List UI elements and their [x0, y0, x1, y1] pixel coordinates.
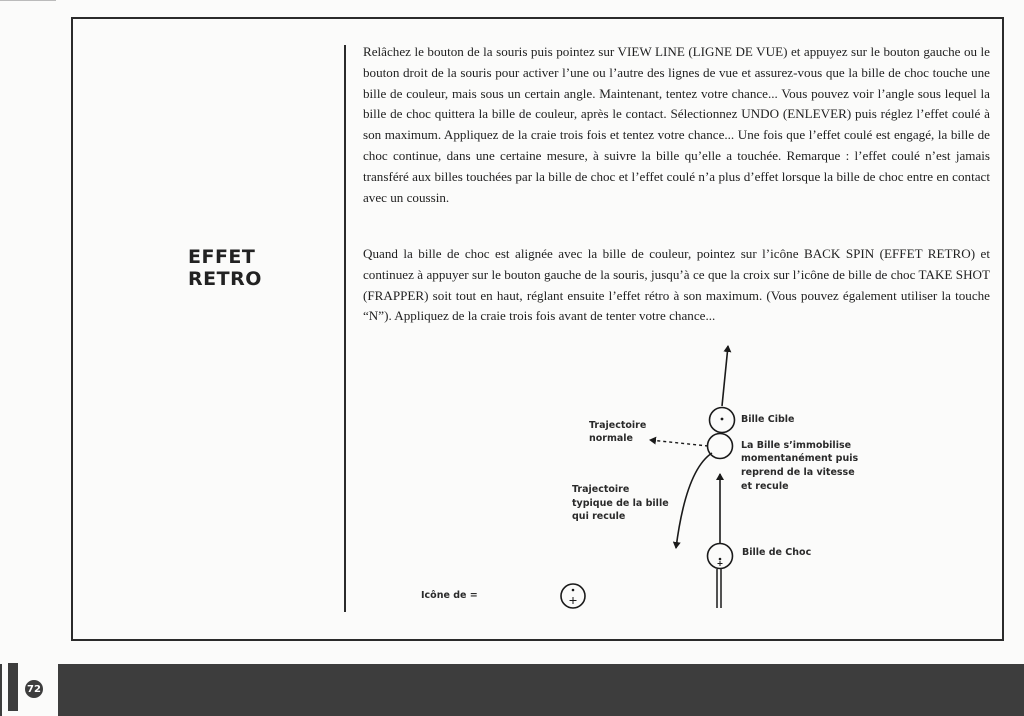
label-stop-1: La Bille s’immobilise — [741, 440, 852, 451]
label-recoil-2: typique de la bille — [572, 498, 669, 509]
label-normal-trajectory-2: normale — [589, 433, 633, 444]
section-heading: EFFET RETRO — [188, 246, 262, 290]
page-number: 72 — [23, 678, 45, 700]
paragraph-back-spin: Quand la bille de choc est alignée avec la bille de couleur, pointez sur l’icône BACK SPIN (EFFET RETRO) et continuez à appuyer sur le bouton gauche de la souris, jusqu’à ce que la croix sur l’icône de bille de choc TAKE SHOT (FRAPPER) soit tout en haut, réglant ensuite l’effet rétro à son maximum. (Vous pouvez également utiliser la touche “N”). Appliquez de la craie trois fois avant de tenter votre chance... — [363, 246, 990, 324]
label-normal-trajectory-1: Trajectoire — [589, 420, 647, 431]
target-trajectory-arrow — [722, 346, 728, 406]
normal-trajectory-arrow — [650, 440, 708, 446]
label-stop-2: momentanément puis — [741, 453, 859, 464]
impact-ball — [708, 434, 733, 459]
paragraph-view-line: Relâchez le bouton de la souris puis pointez sur VIEW LINE (LIGNE DE VUE) et appuyez sur le bouton gauche ou le bouton droit de la souris pour activer l’une ou l’autre des lignes de vue et assurez-vous que la bille de choc touche une bille de couleur, mais sous un certain angle. Maintenant, tentez votre chance... Vous pouvez voir l’angle sous lequel la bille de choc quittera la bille de couleur, après le contact. Sélectionnez UNDO (ENLEVER) puis réglez l’effet coulé à son maximum. Appliquez de la craie trois fois et tentez votre chance... Une fois que l’effet coulé est engagé, la bille de choc continue, dans une certaine mesure, à suivre la bille qu’elle a touchée. Remarque : l’effet coulé n’est jamais transféré aux billes touchées par la bille de choc et l’effet coulé n’a plus d’effet lorsque la bille de choc entre en contact avec un coussin. — [363, 44, 990, 205]
label-target-ball: Bille Cible — [741, 414, 795, 425]
recoil-trajectory-arrow — [676, 453, 712, 548]
label-cue-ball: Bille de Choc — [742, 547, 812, 558]
label-recoil-3: qui recule — [572, 511, 626, 522]
label-recoil-1: Trajectoire — [572, 484, 630, 495]
label-icon: Icône de = — [421, 590, 478, 601]
label-stop-4: et recule — [741, 481, 789, 492]
back-spin-icon — [561, 584, 585, 608]
footer-bar — [0, 664, 1024, 716]
page-badge-stem — [8, 663, 18, 711]
label-stop-3: reprend de la vitesse — [741, 467, 855, 478]
